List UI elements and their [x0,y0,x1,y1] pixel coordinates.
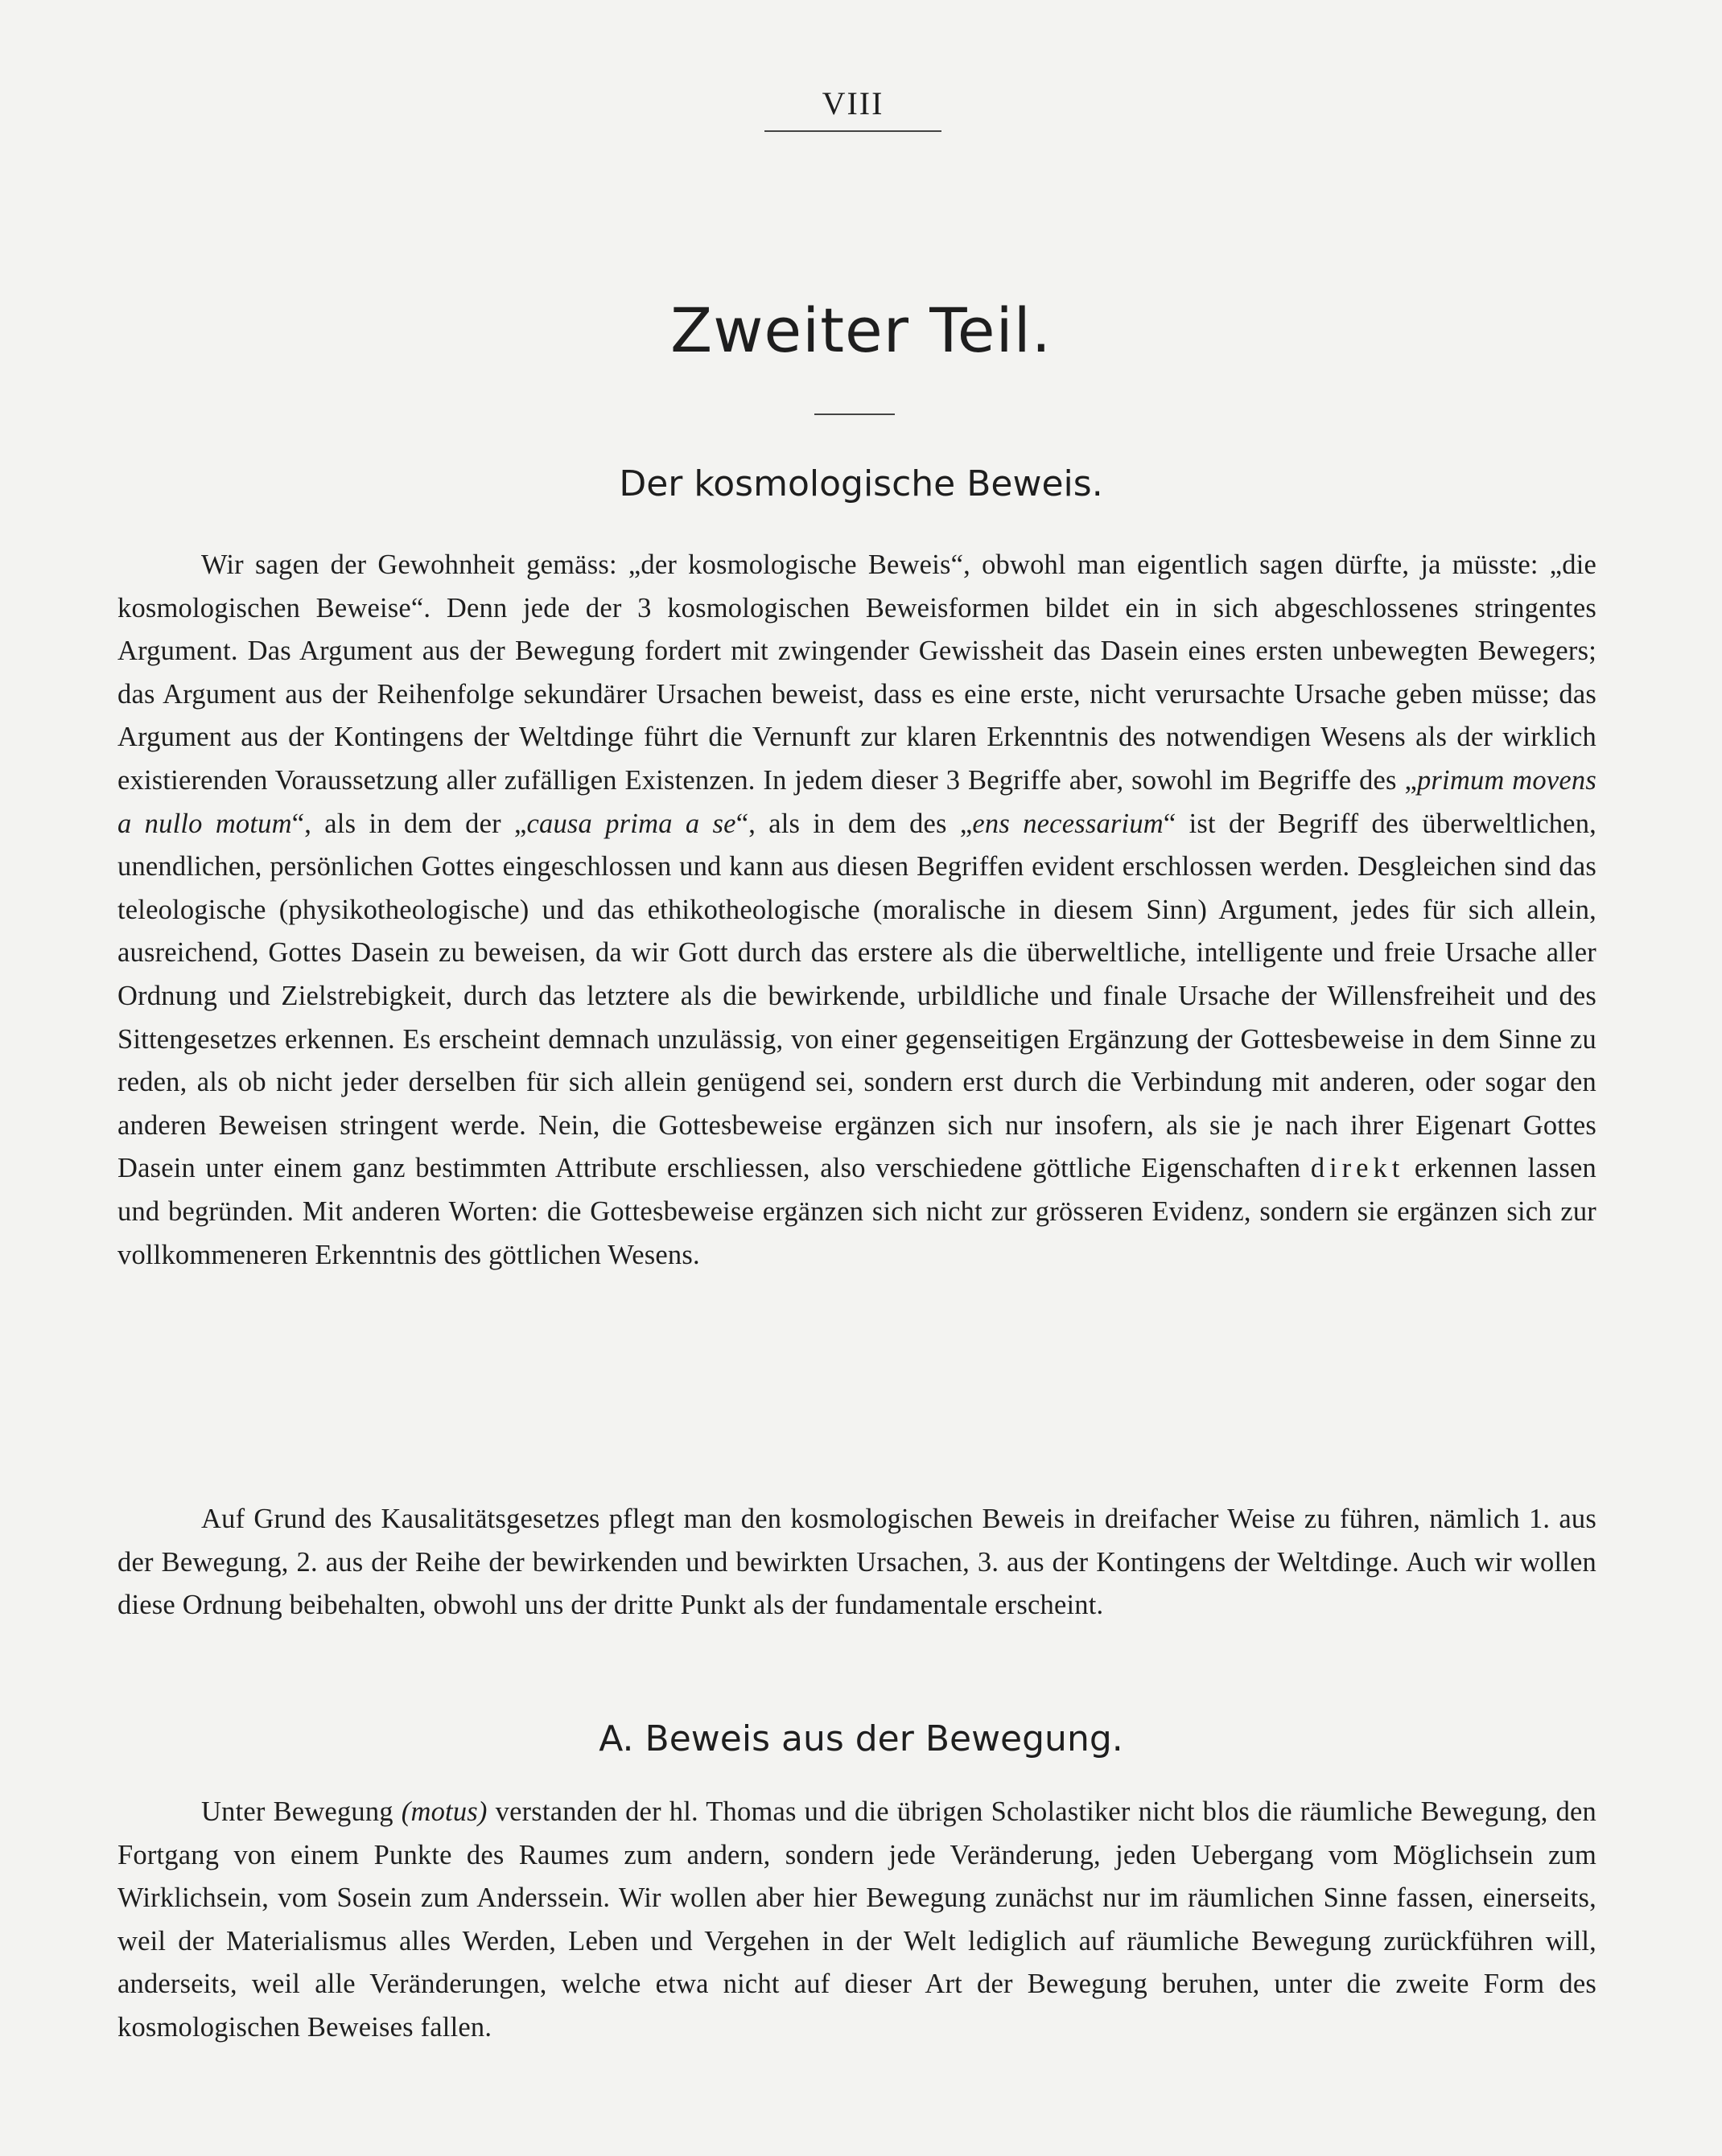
latin-term: (motus) [401,1796,488,1827]
page-number: VIII [822,85,884,121]
title-rule [814,414,895,415]
paragraph-text: Wir sagen der Gewohnheit gemäss: „der kosmologische Beweis“, obwohl man eigentlich sagen dürfte, ja müsste: „die kosmologischen Beweise“. Denn jede der 3 kosmologischen Beweisformen bildet ein in sich abgeschlossenes stringentes Argument. Das Argument aus der Bewegung fordert mit zwingender Gewissheit das Dasein eines ersten unbewegten Bewegers; das Argument aus der Reihenfolge sekundärer Ursachen beweist, dass es eine erste, nicht verursachte Ursache geben müsse; das Argument aus der Kontingens der Weltdinge führt die Vernunft zur klaren Erkenntnis des notwendigen Wesens als der wirklich existierenden Voraussetzung aller zufälligen Existenzen. In jedem dieser 3 Begriffe aber, sowohl im Begriffe des „ [117,549,1596,796]
section-title: Der kosmologische Beweis. [619,463,1103,504]
paragraph-text: “, als in dem der „ [291,808,527,839]
paragraph-kosmologischer-beweis [117,544,1596,1277]
subsection-title: A. Beweis aus der Bewegung. [599,1718,1123,1759]
paragraph-text: erkennen lassen und begründen. Mit anderen Worten: die Gottesbeweise ergänzen sich nicht zur grösseren Evidenz, sondern sie ergänzen sich zur vollkommeneren Erkenntnis des göttlichen Wesens. [117,1153,1596,1270]
part-title: Zweiter Teil. [670,294,1052,366]
paragraph-kausalitaetsgesetz: Auf Grund des Kausalitätsgesetzes pflegt man den kosmologischen Beweis in dreifacher Weise zu führen, nämlich 1. aus der Bewegung, 2. aus der Reihe der bewirkenden und bewirkten Ursachen, 3. aus der Kontingens der Weltdinge. Auch wir wollen diese Ordnung beibehalten, obwohl uns der dritte Punkt als der fundamentale erscheint. [117,1504,1596,1621]
latin-term: causa prima a se [526,808,736,839]
emphasized-word: direkt [1310,1153,1405,1184]
paragraph-text: “ ist der Begriff des überweltlichen, unendlichen, persönlichen Gottes eingeschlossen und kann aus diesen Begriffen evident erschlossen werden. Desgleichen sind das teleologische (physikotheologische) und das ethikotheologische (moralische in diesem Sinn) Argument, jedes für sich allein, ausreichend, Gottes Dasein zu beweisen, da wir Gott durch das erstere als die überweltliche, intelligente und freie Ursache aller Ordnung und Zielstrebigkeit, durch das letztere als die bewirkende, urbildliche und finale Ursache der Willensfreiheit und des Sittengesetzes erkennen. Es erscheint demnach unzulässig, von einer gegenseitigen Ergänzung der Gottesbeweise in dem Sinne zu reden, als ob nicht jeder derselben für sich allein genügend sei, sondern erst durch die Verbindung mit anderen, oder sogar den anderen Beweisen stringent werde. Nein, die Gottesbeweise ergänzen sich nur insofern, als sie je nach ihrer Eigenart Gottes Dasein unter einem ganz bestimmten Attribute erschliessen, also verschiedene göttliche Eigenschaften [117,808,1596,1184]
paragraph-bewegung [117,1791,1596,2050]
paragraph-text: “, als in dem des „ [735,808,973,839]
paragraph-text: Unter Bewegung [201,1796,402,1827]
paragraph-text: verstanden der hl. Thomas und die übrigen Scholastiker nicht blos die räumliche Bewegung, den Fortgang von einem Punkte des Raumes zum andern, sondern jede Veränderung, jeden Uebergang vom Möglichsein zum Wirklichsein, vom Sosein zum Anderssein. Wir wollen aber hier Bewegung zunächst nur im räumlichen Sinne fassen, einerseits, weil der Materialismus alles Werden, Leben und Vergehen in der Welt lediglich auf räumliche Bewegung zurückführen will, anderseits, weil alle Veränderungen, welche etwa nicht auf dieser Art der Bewegung beruhen, unter die zweite Form des kosmologischen Beweises fallen. [117,1796,1596,2043]
latin-term: ens necessarium [972,808,1164,839]
latin-term: primum movens a nullo motum [117,764,1596,839]
page-number-rule [764,130,941,132]
